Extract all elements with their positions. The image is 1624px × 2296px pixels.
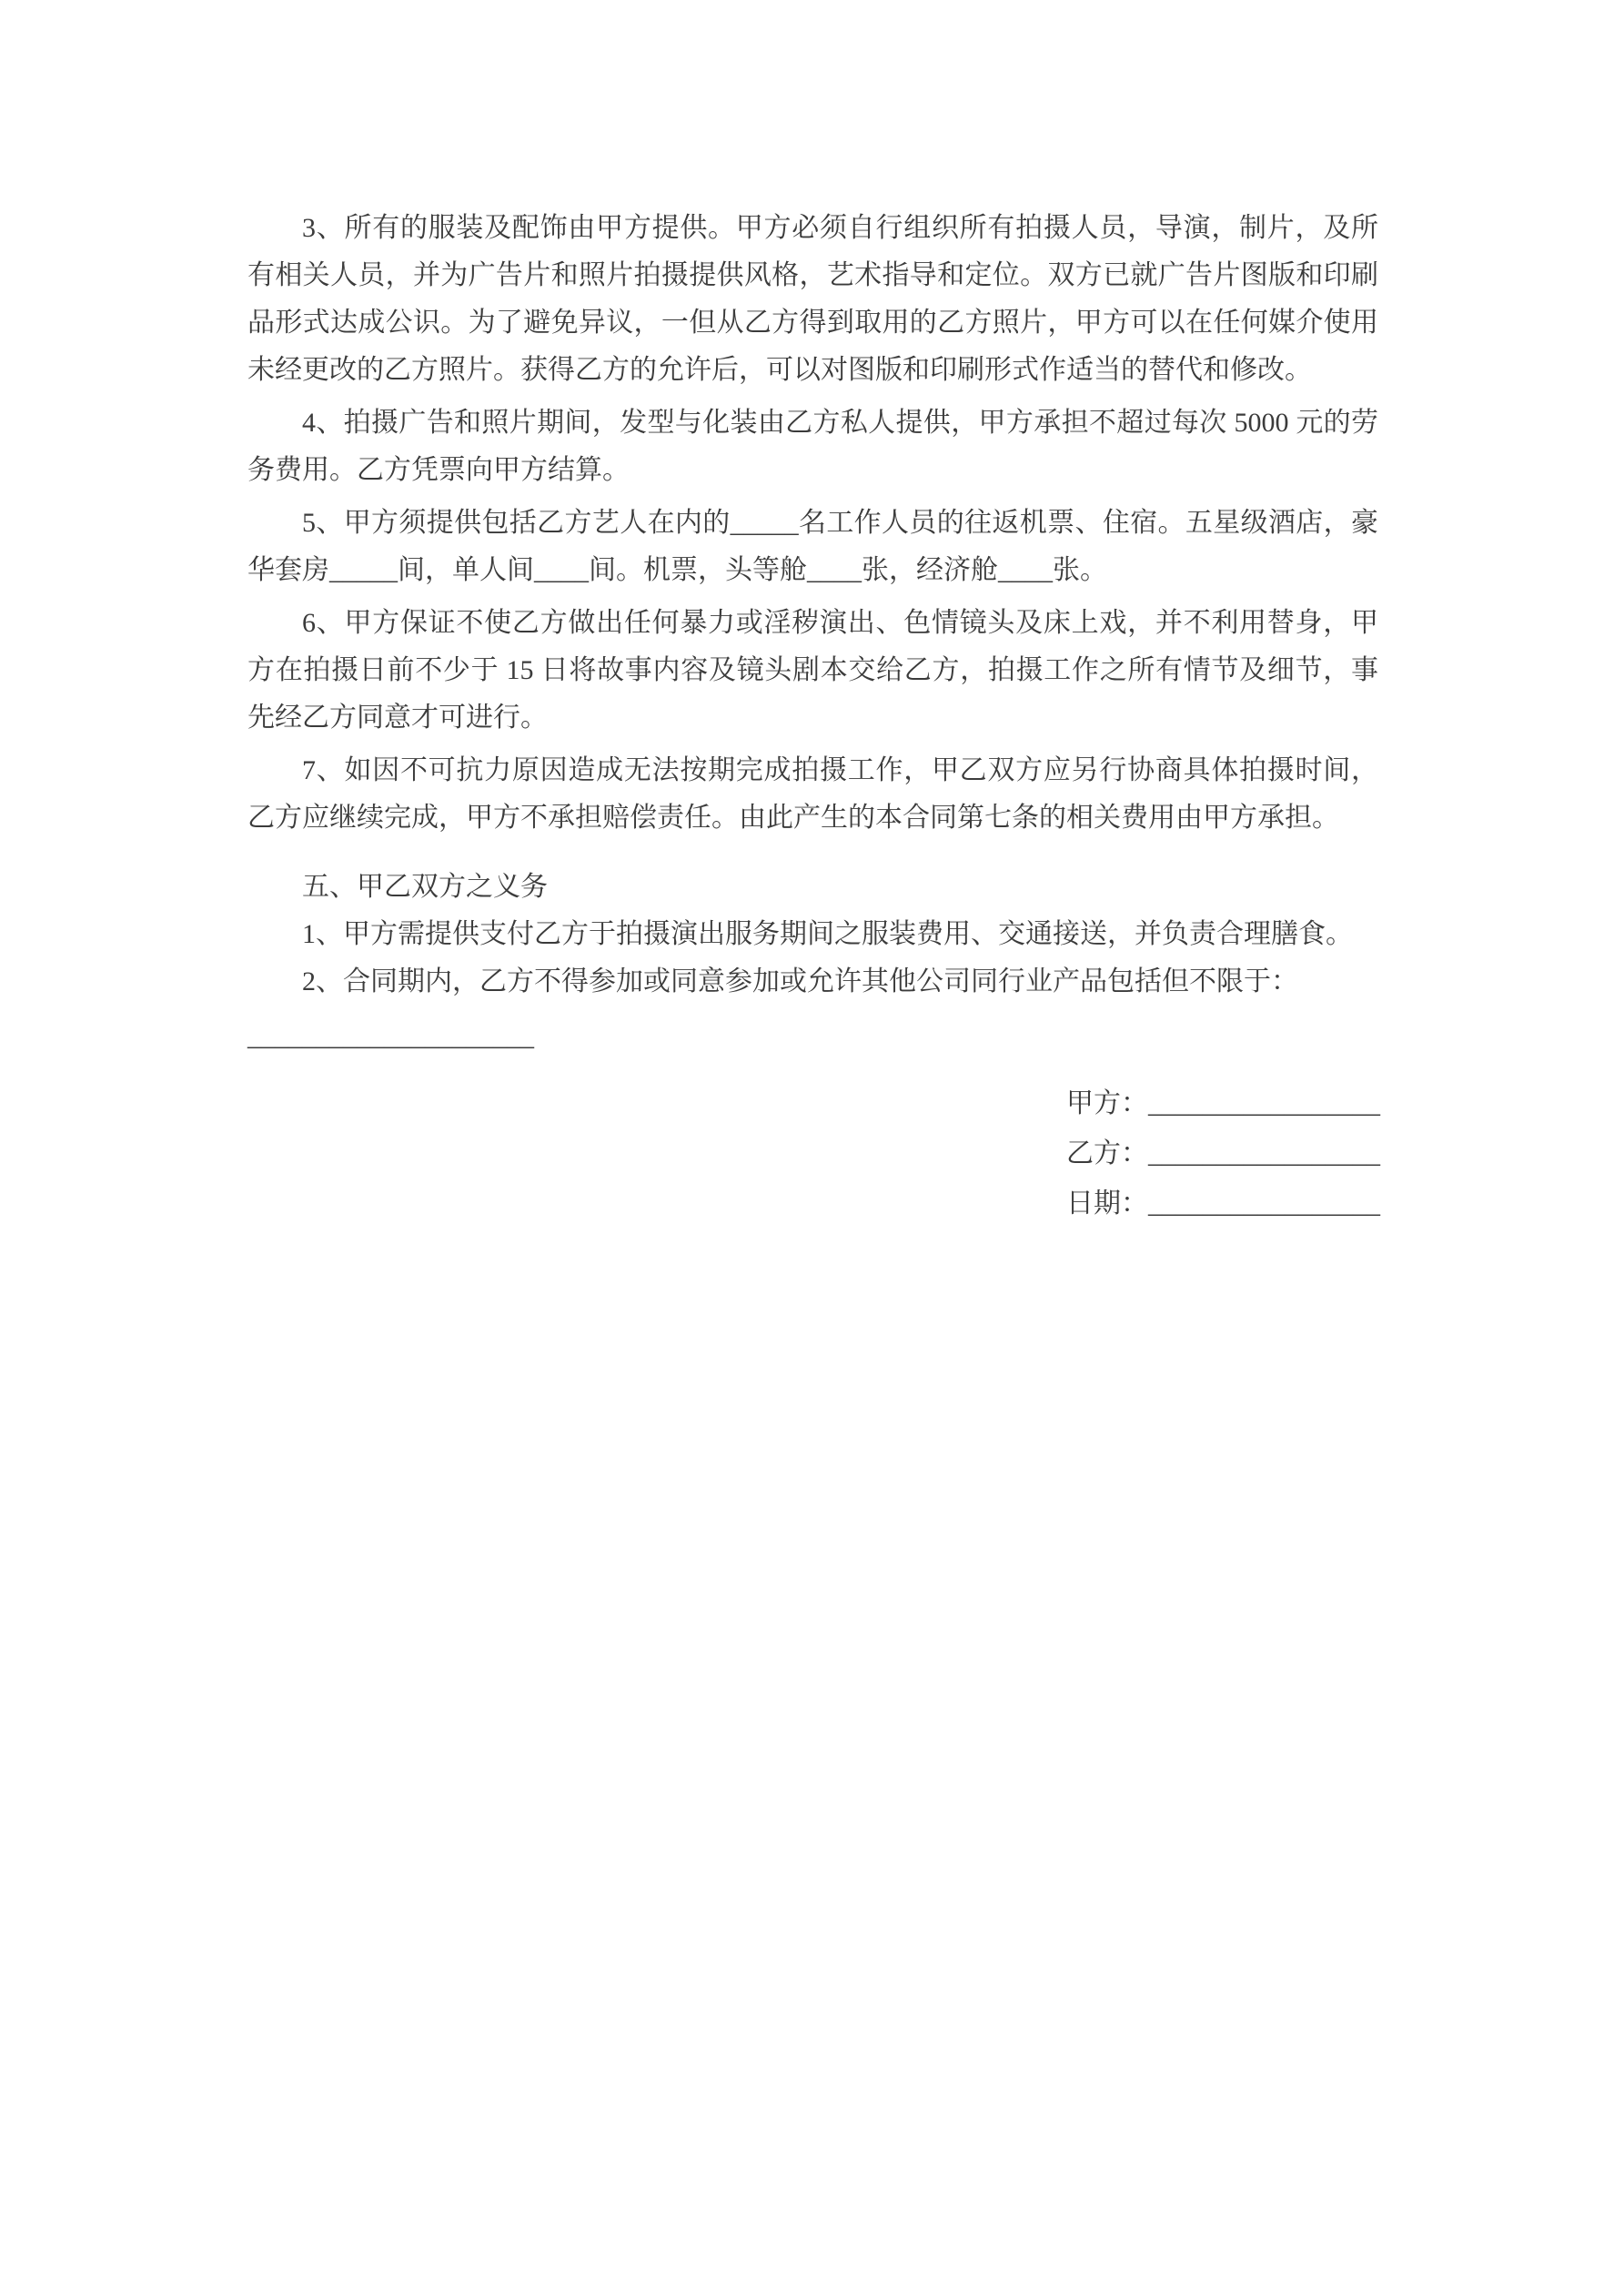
clause-5-paragraph: 5、甲方须提供包括乙方艺人在内的_____名工作人员的往返机票、住宿。五星级酒店，豪华套房_____间，单人间____间。机票，头等舱____张，经济舱____张。 [247,508,1378,585]
clause-7-paragraph: 7、如因不可抗力原因造成无法按期完成拍摄工作，甲乙双方应另行协商具体拍摄时间，乙方应继续完成，甲方不承担赔偿责任。由此产生的本合同第七条的相关费用由甲方承担。 [247,755,1378,833]
fill-in-blank-line: _____________________ [247,1021,534,1051]
party-b-label: 乙方： [1066,1138,1148,1168]
section-five-heading: 五、甲乙双方之义务 [302,872,548,902]
clause-6-paragraph: 6、甲方保证不使乙方做出任何暴力或淫秽演出、色情镜头及床上戏，并不利用替身，甲方在拍摄日前不少于 15 日将故事内容及镜头剧本交给乙方，拍摄工作之所有情节及细节，事先经乙方同意才可进行。 [247,608,1378,733]
clause-4-paragraph: 4、拍摄广告和照片期间，发型与化装由乙方私人提供，甲方承担不超过每次 5000 元的劳务费用。乙方凭票向甲方结算。 [247,408,1378,485]
party-b-signature-row [1066,1128,1378,1178]
party-b-signature-line: _________________ [1148,1138,1380,1168]
party-a-signature-line: _________________ [1148,1088,1380,1118]
signature-block [247,1078,1378,1229]
contract-content [247,205,1378,1229]
obligation-1-paragraph: 1、甲方需提供支付乙方于拍摄演出服务期间之服装费用、交通接送，并负责合理膳食。 [302,919,1353,949]
date-signature-row [1066,1178,1378,1229]
date-signature-line: _________________ [1148,1188,1380,1219]
obligation-2-paragraph: 2、合同期内，乙方不得参加或同意参加或允许其他公司同行业产品包括但不限于： [302,966,1298,996]
clause-3-paragraph: 3、所有的服装及配饰由甲方提供。甲方必须自行组织所有拍摄人员，导演，制片，及所有相关人员，并为广告片和照片拍摄提供风格，艺术指导和定位。双方已就广告片图版和印刷品形式达成公识。为了避免异议，一但从乙方得到取用的乙方照片，甲方可以在任何媒介使用未经更改的乙方照片。获得乙方的允许后，可以对图版和印刷形式作适当的替代和修改。 [247,213,1378,385]
party-a-label: 甲方： [1066,1088,1148,1118]
party-a-signature-row [1066,1078,1378,1128]
date-label: 日期： [1066,1188,1148,1219]
